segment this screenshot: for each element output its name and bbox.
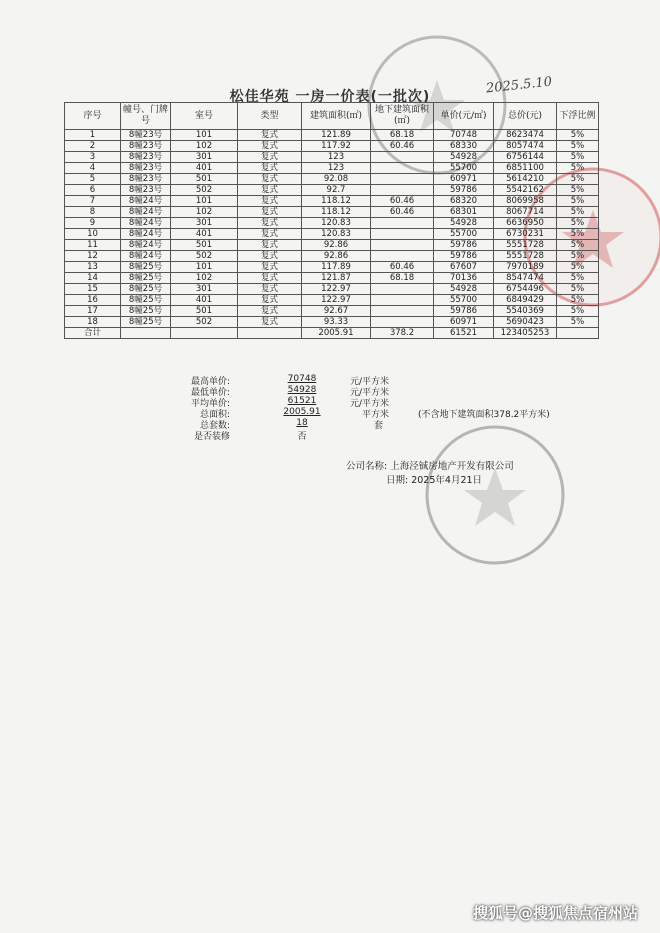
table-cell: 复式 [238, 262, 302, 273]
table-cell: 59786 [434, 185, 494, 196]
table-cell: 1 [65, 130, 121, 141]
table-cell: 501 [171, 174, 238, 185]
table-cell [371, 163, 434, 174]
table-cell: 92.86 [302, 251, 371, 262]
table-cell: 101 [171, 130, 238, 141]
table-cell: 123 [302, 163, 371, 174]
table-cell [371, 174, 434, 185]
table-cell: 5% [557, 240, 599, 251]
table-cell: 117.89 [302, 262, 371, 273]
table-cell: 401 [171, 163, 238, 174]
table-cell: 5551728 [494, 251, 557, 262]
table-cell: 5% [557, 163, 599, 174]
table-row [65, 229, 599, 240]
table-cell: 5% [557, 306, 599, 317]
table-cell: 8幢23号 [121, 185, 171, 196]
table-cell: 复式 [238, 207, 302, 218]
table-cell: 4 [65, 163, 121, 174]
table-cell: 8幢24号 [121, 207, 171, 218]
price-table [64, 102, 599, 339]
table-cell: 60971 [434, 317, 494, 328]
table-cell: 501 [171, 306, 238, 317]
table-cell: 121.89 [302, 130, 371, 141]
table-row [65, 185, 599, 196]
table-cell: 6 [65, 185, 121, 196]
table-cell: 复式 [238, 251, 302, 262]
table-cell [371, 295, 434, 306]
table-row [65, 262, 599, 273]
table-cell: 55700 [434, 295, 494, 306]
table-row [65, 240, 599, 251]
total-cell: 合计 [65, 328, 121, 339]
table-cell: 8幢25号 [121, 295, 171, 306]
table-cell: 401 [171, 295, 238, 306]
table-cell: 123 [302, 152, 371, 163]
table-cell: 70748 [434, 130, 494, 141]
header-cell: 室号 [171, 103, 238, 130]
table-cell: 59786 [434, 251, 494, 262]
table-cell: 60.46 [371, 196, 434, 207]
table-row [65, 141, 599, 152]
table-row [65, 207, 599, 218]
table-cell: 8幢25号 [121, 284, 171, 295]
table-row [65, 130, 599, 141]
table-cell: 102 [171, 273, 238, 284]
table-cell: 8幢24号 [121, 229, 171, 240]
table-cell: 18 [65, 317, 121, 328]
table-cell: 8 [65, 207, 121, 218]
table-cell: 5% [557, 262, 599, 273]
table-row [65, 218, 599, 229]
table-cell: 10 [65, 229, 121, 240]
table-row [65, 152, 599, 163]
table-cell: 复式 [238, 229, 302, 240]
table-cell: 502 [171, 251, 238, 262]
table-cell: 54928 [434, 284, 494, 295]
table-cell: 8067714 [494, 207, 557, 218]
table-cell [371, 317, 434, 328]
table-cell: 301 [171, 152, 238, 163]
table-cell: 8幢25号 [121, 317, 171, 328]
table-cell: 6754496 [494, 284, 557, 295]
table-cell: 13 [65, 262, 121, 273]
table-cell: 5% [557, 141, 599, 152]
table-cell: 5% [557, 207, 599, 218]
table-cell: 120.83 [302, 218, 371, 229]
table-cell: 8幢25号 [121, 262, 171, 273]
table-cell: 11 [65, 240, 121, 251]
handwritten-date: 2025.5.10 [485, 74, 553, 97]
table-row [65, 284, 599, 295]
table-cell: 5% [557, 284, 599, 295]
table-cell: 92.7 [302, 185, 371, 196]
table-header-row [65, 103, 599, 130]
table-cell: 2 [65, 141, 121, 152]
table-cell: 复式 [238, 152, 302, 163]
header-cell: 序号 [65, 103, 121, 130]
table-cell: 68.18 [371, 130, 434, 141]
table-cell: 60971 [434, 174, 494, 185]
table-cell: 54928 [434, 218, 494, 229]
table-cell: 复式 [238, 295, 302, 306]
table-row [65, 174, 599, 185]
table-cell: 复式 [238, 317, 302, 328]
company-name: 公司名称: 上海泾铖房地产开发有限公司 [346, 461, 514, 472]
table-cell: 102 [171, 141, 238, 152]
table-cell: 17 [65, 306, 121, 317]
total-cell [238, 328, 302, 339]
table-cell [371, 240, 434, 251]
table-cell: 15 [65, 284, 121, 295]
table-cell: 8幢24号 [121, 196, 171, 207]
table-cell: 5% [557, 317, 599, 328]
table-cell: 118.12 [302, 207, 371, 218]
table-cell: 8幢24号 [121, 251, 171, 262]
table-cell: 5551728 [494, 240, 557, 251]
table-cell: 122.97 [302, 295, 371, 306]
table-cell: 101 [171, 262, 238, 273]
total-cell: 61521 [434, 328, 494, 339]
table-cell [371, 152, 434, 163]
table-cell: 8幢23号 [121, 141, 171, 152]
table-cell: 68320 [434, 196, 494, 207]
table-cell: 301 [171, 218, 238, 229]
table-cell: 6851100 [494, 163, 557, 174]
table-cell: 复式 [238, 240, 302, 251]
table-cell: 8幢24号 [121, 218, 171, 229]
table-cell [371, 284, 434, 295]
table-cell: 复式 [238, 130, 302, 141]
table-cell: 5% [557, 295, 599, 306]
table-cell: 5614210 [494, 174, 557, 185]
table-cell: 60.46 [371, 207, 434, 218]
table-cell: 92.08 [302, 174, 371, 185]
table-total-row [65, 328, 599, 339]
table-cell: 101 [171, 196, 238, 207]
table-cell: 502 [171, 317, 238, 328]
table-cell: 8幢23号 [121, 130, 171, 141]
table-row [65, 251, 599, 262]
header-cell: 下浮比例 [557, 103, 599, 130]
table-cell [371, 218, 434, 229]
header-cell: 地下建筑面积(㎡) [371, 103, 434, 130]
table-row [65, 306, 599, 317]
table-row [65, 273, 599, 284]
table-cell: 12 [65, 251, 121, 262]
table-cell: 8547474 [494, 273, 557, 284]
table-cell: 8幢23号 [121, 174, 171, 185]
table-cell: 6756144 [494, 152, 557, 163]
table-cell: 复式 [238, 284, 302, 295]
table-cell: 5% [557, 152, 599, 163]
table-cell: 5690423 [494, 317, 557, 328]
table-cell: 8幢23号 [121, 152, 171, 163]
header-cell: 类型 [238, 103, 302, 130]
table-cell: 122.97 [302, 284, 371, 295]
table-cell: 复式 [238, 273, 302, 284]
table-cell: 5540369 [494, 306, 557, 317]
company-seal-bottom [420, 420, 570, 570]
table-cell: 6636950 [494, 218, 557, 229]
table-cell: 7 [65, 196, 121, 207]
table-cell: 8623474 [494, 130, 557, 141]
document-title: 松佳华苑 一房一价表(一批次) [229, 89, 431, 105]
total-cell [557, 328, 599, 339]
table-cell: 6730231 [494, 229, 557, 240]
table-row [65, 163, 599, 174]
total-cell [121, 328, 171, 339]
table-cell: 118.12 [302, 196, 371, 207]
table-cell: 60.46 [371, 262, 434, 273]
document-page: 松佳华苑 一房一价表(一批次) 2025.5.10 序号 幢号、门牌号 室号 类型 建筑面积(㎡) 地下建筑面积(㎡) 单价(元/㎡) 总价(元) 下浮比例 1 8幢23号 101 复式 121.89 68.18 70748 8623474 5% 2 8幢23号 102 复式 117.92 60.46 68330 8057474 5% 3 8幢23号 301 复式 123 54928 6756144 5% 4 8幢23号 401 复式 123 55700 6851100 5% 5 8幢23号 501 复式 92.08 60971 5614210 5% 6 8幢23号 502 复式 92.7 59786 5542162 5% 7 8幢24号 101 复式 118.12 60.46 68320 8069958 5% 8 8幢24号 102 复式 118.12 60.46 68301 8067714 5% 9 8幢24号 301 复式 120.83 54928 6636950 5% 10 8幢24号 401 复式 120.83 55700 6730231 5% 11 8幢24号 501 复式 92.86 59786 5551728 5% 12 8幢24号 502 复式 92.86 59786 5551728 5% 13 8幢25号 101 复式 117.89 60.46 67607 7970189 5% 14 8幢25号 102 复式 121.87 68.18 70136 8547474 5% 15 8幢25号 301 复式 122.97 54928 6754496 5% 16 8幢25号 401 复式 122.97 55700 6849429 5% 17 8幢25号 501 复式 92.67 59786 5540369 5% 18 8幢25号 502 复式 93.33 60971 5690423 5% 合计 2005.91 378.2 61521 123405253 最高单价: 70748 元/平方米 最低单价: 54928 元/平方米 平均单价: 61521 元/平方米 总面积: 2005.91 平方米 (不含地下建筑面积378.2平方米) 总套数: 18 套 是否装修 否 公司名称: 上海泾铖房地产开发有限公司 日期: 2025年4月21日 搜狐号@搜狐焦点宿州站 [0, 0, 660, 933]
table-cell: 501 [171, 240, 238, 251]
table-cell: 68301 [434, 207, 494, 218]
table-cell: 5% [557, 130, 599, 141]
table-cell [371, 185, 434, 196]
table-cell: 5% [557, 174, 599, 185]
table-cell: 复式 [238, 218, 302, 229]
table-cell: 8幢23号 [121, 163, 171, 174]
table-cell: 复式 [238, 306, 302, 317]
table-cell: 复式 [238, 141, 302, 152]
table-cell: 70136 [434, 273, 494, 284]
table-cell [371, 306, 434, 317]
total-cell: 378.2 [371, 328, 434, 339]
table-cell: 54928 [434, 152, 494, 163]
table-cell: 5% [557, 251, 599, 262]
table-cell: 5% [557, 196, 599, 207]
table-cell: 92.67 [302, 306, 371, 317]
table-cell: 5% [557, 229, 599, 240]
header-cell: 总价(元) [494, 103, 557, 130]
table-cell [371, 229, 434, 240]
document-date: 日期: 2025年4月21日 [386, 475, 483, 486]
watermark-text: 搜狐号@搜狐焦点宿州站 [472, 904, 638, 922]
total-cell [171, 328, 238, 339]
table-cell: 55700 [434, 229, 494, 240]
table-cell: 复式 [238, 174, 302, 185]
header-cell: 单价(元/㎡) [434, 103, 494, 130]
table-cell: 9 [65, 218, 121, 229]
table-row [65, 196, 599, 207]
table-cell: 68330 [434, 141, 494, 152]
table-cell: 8幢24号 [121, 240, 171, 251]
table-cell: 68.18 [371, 273, 434, 284]
table-cell: 14 [65, 273, 121, 284]
table-cell [371, 251, 434, 262]
table-cell: 复式 [238, 163, 302, 174]
table-cell: 3 [65, 152, 121, 163]
header-cell: 幢号、门牌号 [121, 103, 171, 130]
table-cell: 120.83 [302, 229, 371, 240]
table-cell: 55700 [434, 163, 494, 174]
table-cell: 5 [65, 174, 121, 185]
table-cell: 121.87 [302, 273, 371, 284]
table-cell: 93.33 [302, 317, 371, 328]
table-cell: 6849429 [494, 295, 557, 306]
table-cell: 5542162 [494, 185, 557, 196]
table-cell: 401 [171, 229, 238, 240]
table-cell: 59786 [434, 240, 494, 251]
table-cell: 502 [171, 185, 238, 196]
table-cell: 92.86 [302, 240, 371, 251]
table-row [65, 295, 599, 306]
table-cell: 102 [171, 207, 238, 218]
table-cell: 复式 [238, 196, 302, 207]
table-cell: 5% [557, 185, 599, 196]
table-cell: 8069958 [494, 196, 557, 207]
table-cell: 67607 [434, 262, 494, 273]
table-cell: 16 [65, 295, 121, 306]
table-cell: 8幢25号 [121, 273, 171, 284]
table-cell: 7970189 [494, 262, 557, 273]
header-cell: 建筑面积(㎡) [302, 103, 371, 130]
table-cell: 5% [557, 218, 599, 229]
table-cell: 60.46 [371, 141, 434, 152]
table-row [65, 317, 599, 328]
table-cell: 301 [171, 284, 238, 295]
table-cell: 5% [557, 273, 599, 284]
table-cell: 复式 [238, 185, 302, 196]
table-cell: 8幢25号 [121, 306, 171, 317]
total-cell: 123405253 [494, 328, 557, 339]
table-cell: 8057474 [494, 141, 557, 152]
table-cell: 117.92 [302, 141, 371, 152]
table-cell: 59786 [434, 306, 494, 317]
total-cell: 2005.91 [302, 328, 371, 339]
